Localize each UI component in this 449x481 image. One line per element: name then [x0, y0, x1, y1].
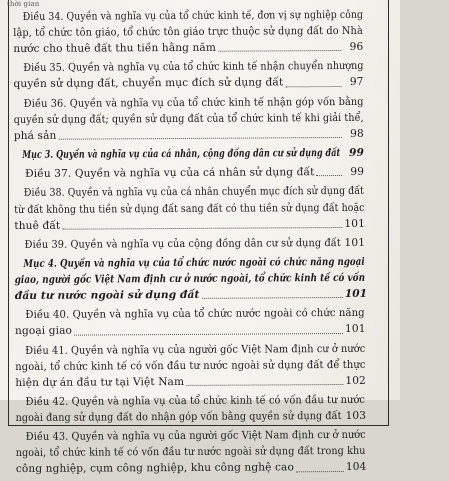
toc-line-text: hiện dự án đầu tư tại Việt Nam: [15, 374, 184, 391]
toc-line: [16, 459, 366, 477]
cut-off-text: thời gian: [7, 0, 363, 9]
toc-line-text: ngoài, tổ chức kinh tế có vốn đầu tư nước ngoài sử dụng đất trong khu: [16, 443, 366, 461]
toc-entry: [16, 427, 366, 477]
toc-line-text: công nghiệp, cụm công nghiệp, khu công nghệ cao: [16, 460, 294, 478]
dot-leader: [186, 383, 343, 386]
dot-leader: [317, 174, 343, 176]
dot-leader: [59, 136, 342, 140]
toc-line-text: Điều 37. Quyền và nghĩa vụ của cá nhân sử dụng đất: [14, 164, 314, 182]
toc-line-text: quyền sử dụng đất, chuyển mục đích sử dụng đất: [13, 75, 283, 93]
toc-line-text: Điều 38. Quyền và nghĩa vụ của cá nhân chuyển mục đích sử dụng đất: [14, 183, 364, 201]
page-number: 99: [344, 145, 364, 161]
toc-entry: [14, 164, 364, 182]
toc-line-text: đầu tư nước ngoài sử dụng đất: [15, 287, 200, 304]
toc-line: [14, 126, 364, 144]
toc-line-text: Điều 40. Quyền và nghĩa vụ của tổ chức nước ngoài có chức năng: [15, 305, 365, 323]
toc-line-text: Điều 42. Quyền và nghĩa vụ của tổ chức kinh tế có vốn đầu tư nước: [15, 392, 365, 410]
toc-line: [15, 321, 365, 339]
toc-line-text: Điều 36. Quyền và nghĩa vụ của tổ chức kinh tế nhận góp vốn bằng: [14, 94, 364, 112]
page-number: 101: [344, 215, 364, 231]
toc-line-text: Điều 41. Quyền và nghĩa vụ của người gốc Việt Nam định cư ở nước: [15, 340, 365, 358]
toc-line-text: Điều 43. Quyền và nghĩa vụ của người gốc Việt Nam định cư ở nước: [16, 427, 366, 445]
toc-entry: [14, 94, 364, 144]
page-number: 101: [344, 235, 364, 251]
toc-line-text: ngoại giao: [15, 323, 72, 339]
toc-line: [15, 286, 365, 304]
page-number: 103: [345, 408, 365, 424]
toc-section-heading: [14, 145, 364, 163]
page-number: 97: [343, 74, 363, 90]
toc-line-text: lập, tổ chức tôn giáo, tổ chức tôn giáo trực thuộc sử dụng đất do Nhà: [13, 23, 363, 41]
toc-line-text: ngoài đang sử dụng đất do nhận góp vốn bằng quyền sử dụng đất: [16, 408, 342, 426]
dot-leader: [285, 85, 341, 87]
toc-line-text: giao, người gốc Việt Nam định cư ở nước ngoài, tổ chức kinh tế có vốn: [15, 270, 365, 288]
table-of-contents: [13, 0, 366, 481]
toc-line-text: ngoài, tổ chức kinh tế có vốn đầu tư nước ngoài sử dụng đất để thực: [15, 357, 365, 375]
toc-line-text: phá sản: [14, 128, 57, 144]
toc-line: [15, 373, 365, 391]
dot-leader: [74, 332, 343, 336]
toc-line: [16, 408, 366, 426]
toc-line-text: Mục 4. Quyền và nghĩa vụ của tổ chức nước ngoài có chức năng ngoại: [15, 254, 365, 272]
toc-line-text: Mục 3. Quyền và nghĩa vụ của cá nhân, cộng đồng dân cư sử dụng đất: [14, 145, 340, 163]
toc-line: [14, 164, 364, 182]
toc-entry: [14, 235, 364, 253]
page-number: 102: [345, 373, 365, 389]
toc-entry: [15, 305, 365, 339]
toc-line-text: Điều 35. Quyền và nghĩa vụ của tổ chức kinh tế nhận chuyển nhượng: [13, 58, 363, 76]
page-number: 99: [344, 164, 364, 180]
toc-entry: [15, 340, 365, 390]
toc-line: [14, 145, 364, 163]
toc-line-text: Điều 34. Quyền và nghĩa vụ của tổ chức kinh tế, đơn vị sự nghiệp công: [13, 7, 363, 25]
toc-section-heading: [15, 254, 365, 304]
toc-entry: [13, 58, 363, 92]
toc-entry: [13, 7, 363, 57]
dot-leader: [62, 226, 342, 230]
page-number: 101: [345, 321, 365, 337]
toc-line: [13, 39, 363, 57]
page-number: 98: [344, 126, 364, 142]
toc-line: [14, 235, 364, 253]
toc-entry: [14, 183, 364, 233]
toc-line-text: quyền sử dụng đất; quyền sử dụng đất của tổ chức kinh tế khi giải thể,: [14, 110, 364, 128]
toc-line-text: thuê đất: [14, 217, 60, 233]
page-number: 96: [343, 39, 363, 55]
toc-line: [13, 74, 363, 92]
toc-entry: [15, 392, 365, 426]
toc-line-text: Điều 39. Quyền và nghĩa vụ của cộng đồng dân cư sử dụng đất: [14, 235, 340, 253]
page-number: 101: [345, 286, 365, 302]
dot-leader: [202, 296, 343, 299]
dot-leader: [296, 470, 344, 472]
dot-leader: [218, 49, 341, 52]
toc-line: [14, 215, 364, 233]
toc-line-text: từ đất không thu tiền sử dụng đất sang đất có thu tiền sử dụng đất hoặc: [14, 199, 364, 217]
page-number: 104: [346, 459, 366, 475]
toc-line-text: nước cho thuê đất thu tiền hằng năm: [13, 40, 216, 57]
